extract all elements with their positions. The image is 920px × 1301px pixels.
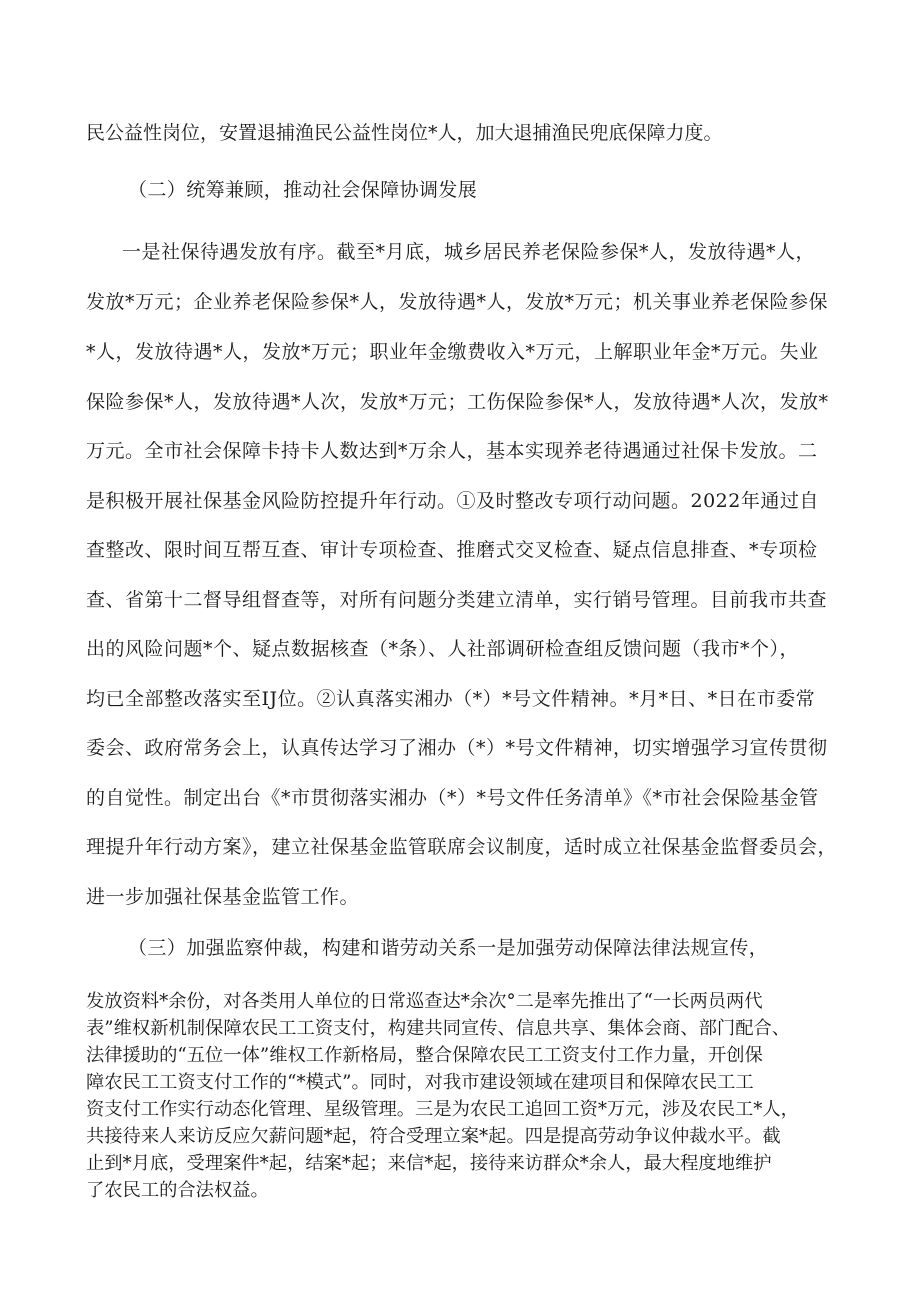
body-line: 资支付工作实行动态化管理、星级管理。三是为农民工追回工资*万元，涉及农民工*人， <box>86 1099 799 1120</box>
body-line: 了农民工的合法权益。 <box>86 1180 269 1201</box>
body-line: 保险参保*人，发放待遇*人次，发放*万元；工伤保险参保*人，发放待遇*人次，发放* <box>86 391 829 413</box>
intro-paragraph-line: 民公益性岗位，安置退捕渔民公益性岗位*人，加大退捕渔民兜底保障力度。 <box>86 122 723 144</box>
body-line: 进一步加强社保基金监管工作。 <box>86 886 360 908</box>
body-line: 发放资料*余份，对各类用人单位的日常巡查达*余次°二是率先推出了“一长两员两代 <box>86 991 763 1012</box>
body-line: 均已全部整改落实至IJ位。②认真落实湘办（*）*号文件精神。*月*日、*日在市委常 <box>86 688 816 710</box>
body-line: 是积极开展社保基金风险防控提升年行动。①及时整改专项行动问题。2022年通过自 <box>86 490 819 512</box>
body-line: 委会、政府常务会上，认真传达学习了湘办（*）*号文件精神，切实增强学习宣传贯彻 <box>86 737 828 759</box>
body-line: 出的风险问题*个、疑点数据核查（*条）、人社部调研检查组反馈问题（我市*个）， <box>86 638 800 660</box>
body-line: 查、省第十二督导组督查等，对所有问题分类建立清单，实行销号管理。目前我市共查 <box>86 589 828 611</box>
body-line: 发放*万元；企业养老保险参保*人，发放待遇*人，发放*万元；机关事业养老保险参保 <box>86 291 829 313</box>
section-3-heading: （三）加强监察仲裁，构建和谐劳动关系一是加强劳动保障法律法规宣传， <box>128 937 769 959</box>
body-line: 一是社保待遇发放有序。截至*月底，城乡居民养老保险参保*人，发放待遇*人， <box>122 241 816 263</box>
body-line: 障农民工工资支付工作的“*模式”。同时，对我市建设领域在建项目和保障农民工工 <box>86 1072 754 1093</box>
body-line: 止到*月底，受理案件*起，结案*起；来信*起，接待来访群众*余人，最大程度地维护 <box>86 1153 772 1174</box>
body-line: 表”维权新机制保障农民工工资支付，构建共同宣传、信息共享、集体会商、部门配合、 <box>86 1018 791 1039</box>
body-line: 查整改、限时间互帮互查、审计专项检查、推磨式交叉检查、疑点信息排查、*专项检 <box>86 539 818 561</box>
body-line: 万元。全市社会保障卡持卡人数达到*万余人，基本实现养老待遇通过社保卡发放。二 <box>86 440 818 462</box>
body-line: 理提升年行动方案》，建立社保基金监管联席会议制度，适时成立社保基金监督委员会， <box>86 836 838 858</box>
section-2-heading: （二）统筹兼顾，推动社会保障协调发展 <box>128 179 478 201</box>
body-line: 共接待来人来访反应欠薪问题*起，符合受理立案*起。四是提高劳动争议仲裁水平。截 <box>86 1126 781 1147</box>
body-line: *人，发放待遇*人，发放*万元；职业年金缴费收入*万元，上解职业年金*万元。失业 <box>86 341 819 363</box>
body-line: 法律援助的“五位一体”维权工作新格局，整合保障农民工工资支付工作力量，开创保 <box>86 1045 763 1066</box>
body-line: 的自觉性。制定出台《*市贯彻落实湘办（*）*号文件任务清单》《*市社会保险基金管 <box>86 787 819 809</box>
